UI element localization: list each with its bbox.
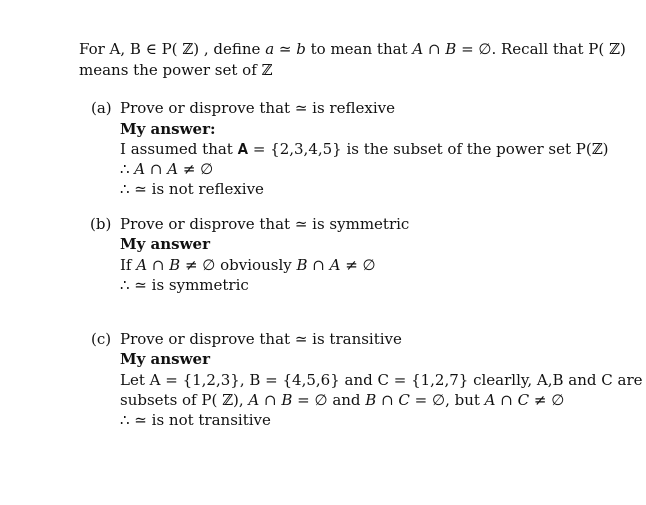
part-a-question: Prove or disprove that ≃ is reflexive: [120, 99, 395, 117]
part-c-label: (c): [91, 330, 112, 348]
intro-line-1: For A, B ∈ P( ℤ) , define 𝑎 ≃ 𝑏 to mean that 𝐴 ∩ 𝐵 = ∅. Recall that P( ℤ): [79, 40, 626, 58]
part-a-answer-line-3: ∴ ≃ is not reflexive: [120, 180, 264, 198]
part-a-answer-line-1: I assumed that 𝐀 = {2,3,4,5} is the subset of the power set P(ℤ): [120, 140, 609, 158]
part-c-answer-heading: My answer: [120, 350, 210, 368]
part-c-question: Prove or disprove that ≃ is transitive: [120, 330, 402, 348]
part-c-answer-line-1: Let A = {1,2,3}, B = {4,5,6} and C = {1,2,7} clearlly, A,B and C are: [120, 371, 643, 389]
part-a-answer-heading: My answer:: [120, 120, 216, 138]
part-c-answer-line-2: subsets of P( ℤ), 𝐴 ∩ 𝐵 = ∅ and 𝐵 ∩ 𝐶 = ∅, but 𝐴 ∩ 𝐶 ≠ ∅: [120, 391, 565, 409]
part-c-answer-line-3: ∴ ≃ is not transitive: [120, 411, 271, 429]
part-b-answer-heading: My answer: [120, 235, 210, 253]
part-b-label: (b): [90, 215, 112, 233]
intro-line-2: means the power set of ℤ: [79, 61, 273, 79]
part-b-answer-line-1: If 𝐴 ∩ 𝐵 ≠ ∅ obviously 𝐵 ∩ 𝐴 ≠ ∅: [120, 256, 376, 274]
part-b-question: Prove or disprove that ≃ is symmetric: [120, 215, 410, 233]
part-b-answer-line-2: ∴ ≃ is symmetric: [120, 276, 249, 294]
part-a-answer-line-2: ∴ 𝐴 ∩ 𝐴 ≠ ∅: [120, 160, 214, 178]
part-a-label: (a): [91, 99, 112, 117]
